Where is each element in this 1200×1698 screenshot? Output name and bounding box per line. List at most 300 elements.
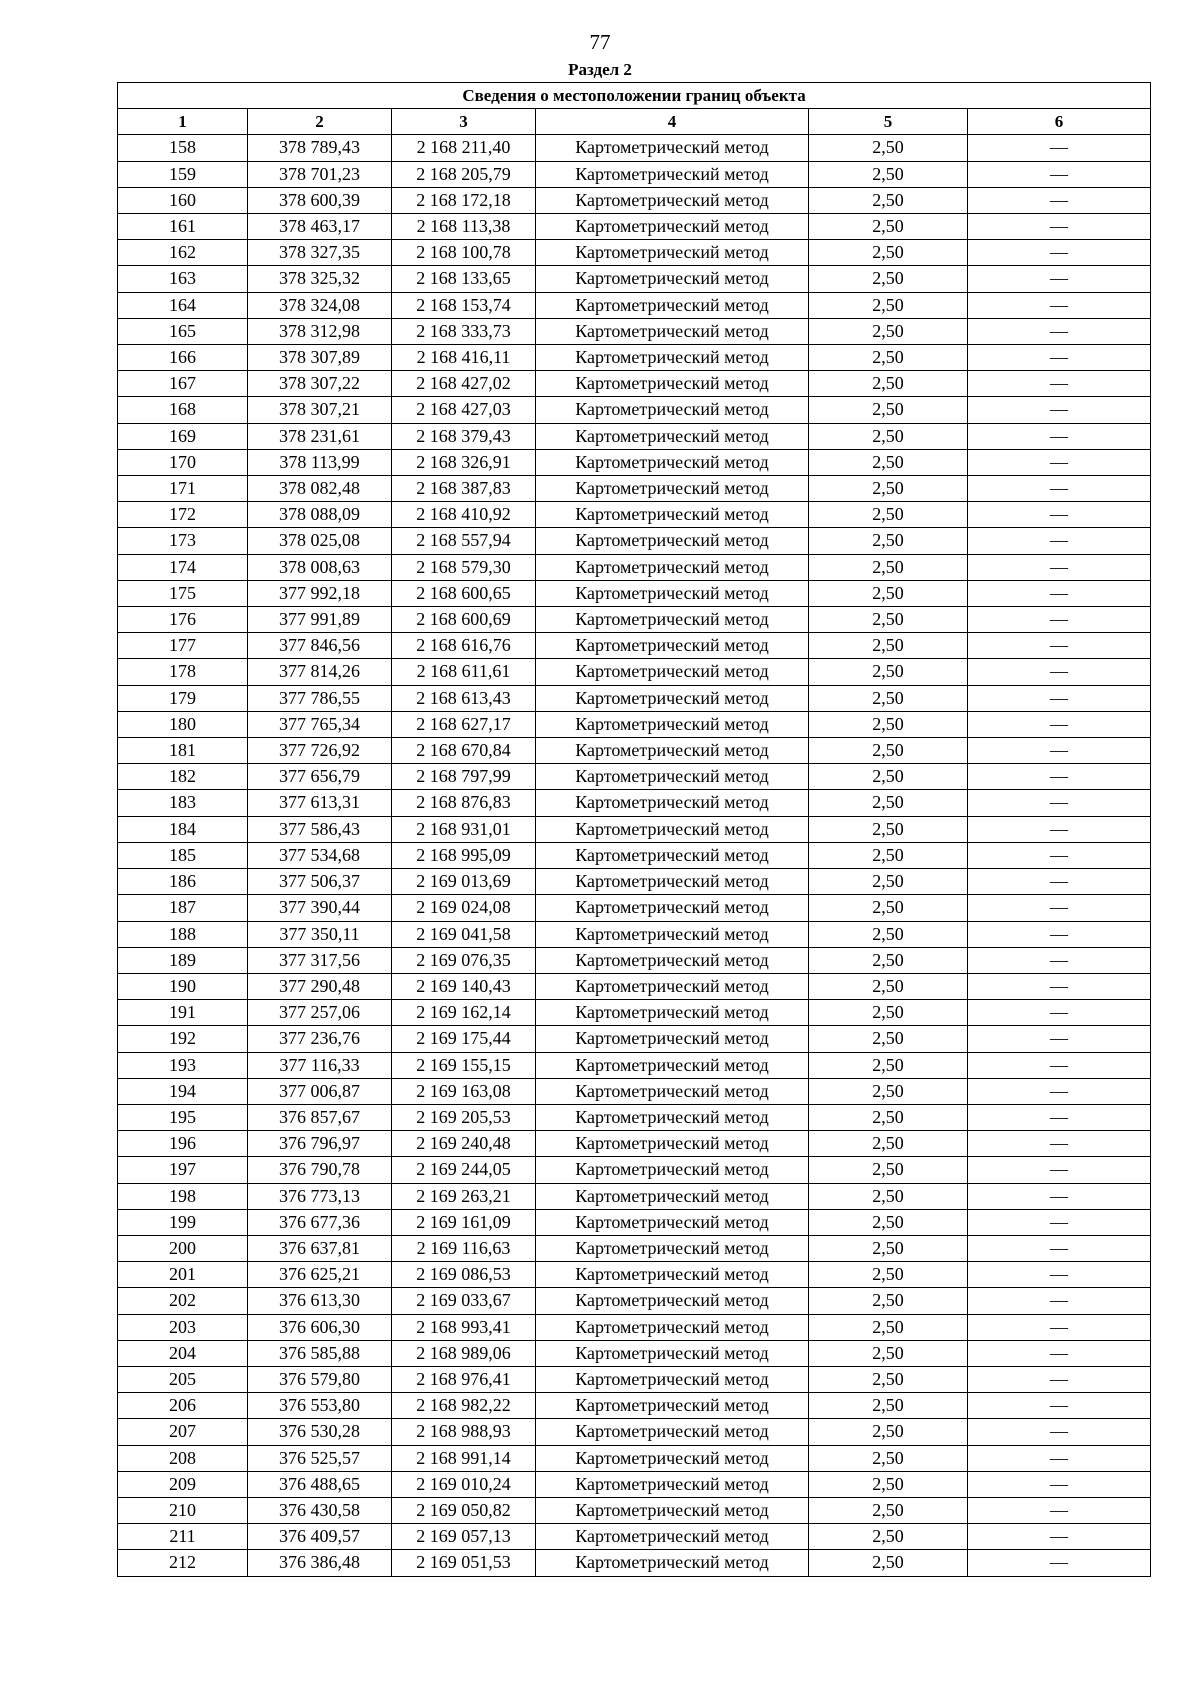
x-coordinate-cell: 377 290,48 <box>248 973 392 999</box>
method-cell: Картометрический метод <box>536 423 809 449</box>
point-number-cell: 179 <box>118 685 248 711</box>
accuracy-cell: 2,50 <box>809 947 968 973</box>
x-coordinate-cell: 378 231,61 <box>248 423 392 449</box>
table-row <box>118 1314 1151 1340</box>
y-coordinate-cell: 2 168 333,73 <box>392 318 536 344</box>
y-coordinate-cell: 2 169 263,21 <box>392 1183 536 1209</box>
table-row <box>118 554 1151 580</box>
description-cell: — <box>968 895 1151 921</box>
description-cell: — <box>968 1445 1151 1471</box>
method-cell: Картометрический метод <box>536 397 809 423</box>
table-row <box>118 842 1151 868</box>
point-number-cell: 201 <box>118 1262 248 1288</box>
method-cell: Картометрический метод <box>536 1183 809 1209</box>
column-number: 5 <box>809 109 968 135</box>
accuracy-cell: 2,50 <box>809 607 968 633</box>
description-cell: — <box>968 580 1151 606</box>
method-cell: Картометрический метод <box>536 973 809 999</box>
table-row <box>118 1000 1151 1026</box>
y-coordinate-cell: 2 168 982,22 <box>392 1393 536 1419</box>
table-row <box>118 1026 1151 1052</box>
table-row <box>118 1524 1151 1550</box>
x-coordinate-cell: 377 846,56 <box>248 633 392 659</box>
x-coordinate-cell: 378 701,23 <box>248 161 392 187</box>
method-cell: Картометрический метод <box>536 1262 809 1288</box>
y-coordinate-cell: 2 168 410,92 <box>392 502 536 528</box>
x-coordinate-cell: 376 409,57 <box>248 1524 392 1550</box>
accuracy-cell: 2,50 <box>809 1131 968 1157</box>
description-cell: — <box>968 711 1151 737</box>
table-row <box>118 947 1151 973</box>
point-number-cell: 199 <box>118 1209 248 1235</box>
point-number-cell: 198 <box>118 1183 248 1209</box>
page-number: 77 <box>589 30 611 54</box>
accuracy-cell: 2,50 <box>809 1052 968 1078</box>
accuracy-cell: 2,50 <box>809 135 968 161</box>
accuracy-cell: 2,50 <box>809 1026 968 1052</box>
method-cell: Картометрический метод <box>536 580 809 606</box>
x-coordinate-cell: 377 991,89 <box>248 607 392 633</box>
column-number: 1 <box>118 109 248 135</box>
table-row <box>118 580 1151 606</box>
table-row <box>118 973 1151 999</box>
accuracy-cell: 2,50 <box>809 1524 968 1550</box>
description-cell: — <box>968 449 1151 475</box>
point-number-cell: 194 <box>118 1078 248 1104</box>
point-number-cell: 172 <box>118 502 248 528</box>
table-row <box>118 1183 1151 1209</box>
y-coordinate-cell: 2 168 995,09 <box>392 842 536 868</box>
point-number-cell: 166 <box>118 345 248 371</box>
accuracy-cell: 2,50 <box>809 528 968 554</box>
point-number-cell: 184 <box>118 816 248 842</box>
x-coordinate-cell: 378 789,43 <box>248 135 392 161</box>
method-cell: Картометрический метод <box>536 1235 809 1261</box>
y-coordinate-cell: 2 169 116,63 <box>392 1235 536 1261</box>
table-row <box>118 1104 1151 1130</box>
description-cell: — <box>968 1000 1151 1026</box>
point-number-cell: 185 <box>118 842 248 868</box>
accuracy-cell: 2,50 <box>809 1157 968 1183</box>
y-coordinate-cell: 2 169 013,69 <box>392 869 536 895</box>
method-cell: Картометрический метод <box>536 318 809 344</box>
point-number-cell: 207 <box>118 1419 248 1445</box>
y-coordinate-cell: 2 169 244,05 <box>392 1157 536 1183</box>
table-row <box>118 869 1151 895</box>
table-row <box>118 1157 1151 1183</box>
description-cell: — <box>968 502 1151 528</box>
table-row <box>118 266 1151 292</box>
description-cell: — <box>968 1262 1151 1288</box>
accuracy-cell: 2,50 <box>809 1235 968 1261</box>
point-number-cell: 206 <box>118 1393 248 1419</box>
accuracy-cell: 2,50 <box>809 1550 968 1576</box>
x-coordinate-cell: 378 008,63 <box>248 554 392 580</box>
table-row <box>118 1393 1151 1419</box>
method-cell: Картометрический метод <box>536 371 809 397</box>
method-cell: Картометрический метод <box>536 240 809 266</box>
x-coordinate-cell: 378 025,08 <box>248 528 392 554</box>
description-cell: — <box>968 554 1151 580</box>
point-number-cell: 173 <box>118 528 248 554</box>
table-row <box>118 187 1151 213</box>
method-cell: Картометрический метод <box>536 921 809 947</box>
method-cell: Картометрический метод <box>536 161 809 187</box>
point-number-cell: 200 <box>118 1235 248 1261</box>
method-cell: Картометрический метод <box>536 187 809 213</box>
method-cell: Картометрический метод <box>536 135 809 161</box>
accuracy-cell: 2,50 <box>809 214 968 240</box>
x-coordinate-cell: 378 312,98 <box>248 318 392 344</box>
description-cell: — <box>968 1209 1151 1235</box>
y-coordinate-cell: 2 169 175,44 <box>392 1026 536 1052</box>
x-coordinate-cell: 376 530,28 <box>248 1419 392 1445</box>
accuracy-cell: 2,50 <box>809 318 968 344</box>
description-cell: — <box>968 423 1151 449</box>
column-number-row <box>118 109 1151 135</box>
x-coordinate-cell: 377 390,44 <box>248 895 392 921</box>
point-number-cell: 204 <box>118 1340 248 1366</box>
method-cell: Картометрический метод <box>536 1497 809 1523</box>
x-coordinate-cell: 378 088,09 <box>248 502 392 528</box>
accuracy-cell: 2,50 <box>809 685 968 711</box>
description-cell: — <box>968 842 1151 868</box>
description-cell: — <box>968 973 1151 999</box>
accuracy-cell: 2,50 <box>809 1104 968 1130</box>
table-row <box>118 764 1151 790</box>
x-coordinate-cell: 377 534,68 <box>248 842 392 868</box>
description-cell: — <box>968 1104 1151 1130</box>
description-cell: — <box>968 528 1151 554</box>
x-coordinate-cell: 378 327,35 <box>248 240 392 266</box>
table-caption: Сведения о местоположении границ объекта <box>118 83 1151 109</box>
y-coordinate-cell: 2 168 153,74 <box>392 292 536 318</box>
accuracy-cell: 2,50 <box>809 633 968 659</box>
accuracy-cell: 2,50 <box>809 1262 968 1288</box>
table-row <box>118 1340 1151 1366</box>
y-coordinate-cell: 2 168 616,76 <box>392 633 536 659</box>
table-row <box>118 1288 1151 1314</box>
table-row <box>118 1052 1151 1078</box>
y-coordinate-cell: 2 168 427,02 <box>392 371 536 397</box>
x-coordinate-cell: 376 625,21 <box>248 1262 392 1288</box>
x-coordinate-cell: 377 350,11 <box>248 921 392 947</box>
x-coordinate-cell: 376 553,80 <box>248 1393 392 1419</box>
x-coordinate-cell: 377 236,76 <box>248 1026 392 1052</box>
accuracy-cell: 2,50 <box>809 1209 968 1235</box>
method-cell: Картометрический метод <box>536 1419 809 1445</box>
boundary-coordinates-table <box>117 82 1151 1577</box>
description-cell: — <box>968 1052 1151 1078</box>
y-coordinate-cell: 2 168 100,78 <box>392 240 536 266</box>
table-row <box>118 685 1151 711</box>
x-coordinate-cell: 377 786,55 <box>248 685 392 711</box>
accuracy-cell: 2,50 <box>809 816 968 842</box>
column-number: 4 <box>536 109 809 135</box>
accuracy-cell: 2,50 <box>809 1314 968 1340</box>
method-cell: Картометрический метод <box>536 214 809 240</box>
y-coordinate-cell: 2 169 140,43 <box>392 973 536 999</box>
method-cell: Картометрический метод <box>536 1288 809 1314</box>
accuracy-cell: 2,50 <box>809 292 968 318</box>
point-number-cell: 197 <box>118 1157 248 1183</box>
accuracy-cell: 2,50 <box>809 842 968 868</box>
x-coordinate-cell: 376 773,13 <box>248 1183 392 1209</box>
table-row <box>118 1078 1151 1104</box>
x-coordinate-cell: 376 606,30 <box>248 1314 392 1340</box>
description-cell: — <box>968 1340 1151 1366</box>
method-cell: Картометрический метод <box>536 1445 809 1471</box>
description-cell: — <box>968 1314 1151 1340</box>
table-row <box>118 738 1151 764</box>
description-cell: — <box>968 1393 1151 1419</box>
x-coordinate-cell: 377 992,18 <box>248 580 392 606</box>
y-coordinate-cell: 2 168 670,84 <box>392 738 536 764</box>
table-row <box>118 790 1151 816</box>
table-row <box>118 1131 1151 1157</box>
description-cell: — <box>968 187 1151 213</box>
point-number-cell: 190 <box>118 973 248 999</box>
method-cell: Картометрический метод <box>536 738 809 764</box>
accuracy-cell: 2,50 <box>809 1445 968 1471</box>
section-title: Раздел 2 <box>568 60 632 79</box>
method-cell: Картометрический метод <box>536 842 809 868</box>
description-cell: — <box>968 292 1151 318</box>
description-cell: — <box>968 397 1151 423</box>
accuracy-cell: 2,50 <box>809 240 968 266</box>
method-cell: Картометрический метод <box>536 1052 809 1078</box>
description-cell: — <box>968 947 1151 973</box>
method-cell: Картометрический метод <box>536 869 809 895</box>
accuracy-cell: 2,50 <box>809 790 968 816</box>
x-coordinate-cell: 376 430,58 <box>248 1497 392 1523</box>
y-coordinate-cell: 2 169 240,48 <box>392 1131 536 1157</box>
table-row <box>118 921 1151 947</box>
method-cell: Картометрический метод <box>536 345 809 371</box>
y-coordinate-cell: 2 168 113,38 <box>392 214 536 240</box>
description-cell: — <box>968 371 1151 397</box>
method-cell: Картометрический метод <box>536 1157 809 1183</box>
accuracy-cell: 2,50 <box>809 1000 968 1026</box>
column-number: 2 <box>248 109 392 135</box>
accuracy-cell: 2,50 <box>809 1497 968 1523</box>
point-number-cell: 212 <box>118 1550 248 1576</box>
point-number-cell: 211 <box>118 1524 248 1550</box>
y-coordinate-cell: 2 168 379,43 <box>392 423 536 449</box>
point-number-cell: 208 <box>118 1445 248 1471</box>
point-number-cell: 182 <box>118 764 248 790</box>
point-number-cell: 189 <box>118 947 248 973</box>
description-cell: — <box>968 1524 1151 1550</box>
x-coordinate-cell: 377 116,33 <box>248 1052 392 1078</box>
y-coordinate-cell: 2 168 993,41 <box>392 1314 536 1340</box>
table-row <box>118 423 1151 449</box>
table-row <box>118 659 1151 685</box>
method-cell: Картометрический метод <box>536 711 809 737</box>
table-row <box>118 397 1151 423</box>
y-coordinate-cell: 2 168 416,11 <box>392 345 536 371</box>
accuracy-cell: 2,50 <box>809 266 968 292</box>
description-cell: — <box>968 1026 1151 1052</box>
table-body <box>118 135 1151 1576</box>
point-number-cell: 165 <box>118 318 248 344</box>
method-cell: Картометрический метод <box>536 947 809 973</box>
y-coordinate-cell: 2 169 057,13 <box>392 1524 536 1550</box>
method-cell: Картометрический метод <box>536 1340 809 1366</box>
x-coordinate-cell: 378 463,17 <box>248 214 392 240</box>
method-cell: Картометрический метод <box>536 659 809 685</box>
point-number-cell: 174 <box>118 554 248 580</box>
method-cell: Картометрический метод <box>536 1524 809 1550</box>
method-cell: Картометрический метод <box>536 266 809 292</box>
point-number-cell: 186 <box>118 869 248 895</box>
y-coordinate-cell: 2 169 033,67 <box>392 1288 536 1314</box>
y-coordinate-cell: 2 168 611,61 <box>392 659 536 685</box>
description-cell: — <box>968 816 1151 842</box>
x-coordinate-cell: 376 613,30 <box>248 1288 392 1314</box>
x-coordinate-cell: 377 656,79 <box>248 764 392 790</box>
method-cell: Картометрический метод <box>536 895 809 921</box>
method-cell: Картометрический метод <box>536 1471 809 1497</box>
method-cell: Картометрический метод <box>536 685 809 711</box>
column-number: 3 <box>392 109 536 135</box>
description-cell: — <box>968 1131 1151 1157</box>
point-number-cell: 177 <box>118 633 248 659</box>
method-cell: Картометрический метод <box>536 554 809 580</box>
method-cell: Картометрический метод <box>536 633 809 659</box>
accuracy-cell: 2,50 <box>809 764 968 790</box>
accuracy-cell: 2,50 <box>809 1419 968 1445</box>
description-cell: — <box>968 1235 1151 1261</box>
point-number-cell: 183 <box>118 790 248 816</box>
x-coordinate-cell: 377 726,92 <box>248 738 392 764</box>
y-coordinate-cell: 2 169 162,14 <box>392 1000 536 1026</box>
x-coordinate-cell: 377 613,31 <box>248 790 392 816</box>
accuracy-cell: 2,50 <box>809 1078 968 1104</box>
table-row <box>118 240 1151 266</box>
description-cell: — <box>968 266 1151 292</box>
x-coordinate-cell: 378 307,21 <box>248 397 392 423</box>
method-cell: Картометрический метод <box>536 764 809 790</box>
accuracy-cell: 2,50 <box>809 1288 968 1314</box>
x-coordinate-cell: 376 637,81 <box>248 1235 392 1261</box>
x-coordinate-cell: 378 307,22 <box>248 371 392 397</box>
point-number-cell: 181 <box>118 738 248 764</box>
point-number-cell: 176 <box>118 607 248 633</box>
table-row <box>118 528 1151 554</box>
x-coordinate-cell: 376 857,67 <box>248 1104 392 1130</box>
table-row <box>118 345 1151 371</box>
table-row <box>118 502 1151 528</box>
point-number-cell: 178 <box>118 659 248 685</box>
accuracy-cell: 2,50 <box>809 449 968 475</box>
point-number-cell: 161 <box>118 214 248 240</box>
x-coordinate-cell: 378 082,48 <box>248 476 392 502</box>
point-number-cell: 162 <box>118 240 248 266</box>
method-cell: Картометрический метод <box>536 528 809 554</box>
description-cell: — <box>968 685 1151 711</box>
description-cell: — <box>968 1157 1151 1183</box>
point-number-cell: 180 <box>118 711 248 737</box>
point-number-cell: 164 <box>118 292 248 318</box>
point-number-cell: 202 <box>118 1288 248 1314</box>
accuracy-cell: 2,50 <box>809 580 968 606</box>
accuracy-cell: 2,50 <box>809 1393 968 1419</box>
accuracy-cell: 2,50 <box>809 1183 968 1209</box>
description-cell: — <box>968 135 1151 161</box>
y-coordinate-cell: 2 168 133,65 <box>392 266 536 292</box>
table-row <box>118 1445 1151 1471</box>
y-coordinate-cell: 2 168 989,06 <box>392 1340 536 1366</box>
y-coordinate-cell: 2 169 041,58 <box>392 921 536 947</box>
y-coordinate-cell: 2 169 155,15 <box>392 1052 536 1078</box>
x-coordinate-cell: 377 317,56 <box>248 947 392 973</box>
y-coordinate-cell: 2 169 161,09 <box>392 1209 536 1235</box>
y-coordinate-cell: 2 169 086,53 <box>392 1262 536 1288</box>
x-coordinate-cell: 377 006,87 <box>248 1078 392 1104</box>
accuracy-cell: 2,50 <box>809 659 968 685</box>
description-cell: — <box>968 1183 1151 1209</box>
table-row <box>118 292 1151 318</box>
point-number-cell: 193 <box>118 1052 248 1078</box>
method-cell: Картометрический метод <box>536 476 809 502</box>
description-cell: — <box>968 240 1151 266</box>
table-row <box>118 1262 1151 1288</box>
table-caption-row <box>118 83 1151 109</box>
description-cell: — <box>968 1078 1151 1104</box>
table-row <box>118 895 1151 921</box>
x-coordinate-cell: 376 796,97 <box>248 1131 392 1157</box>
accuracy-cell: 2,50 <box>809 973 968 999</box>
x-coordinate-cell: 378 600,39 <box>248 187 392 213</box>
y-coordinate-cell: 2 169 050,82 <box>392 1497 536 1523</box>
y-coordinate-cell: 2 169 010,24 <box>392 1471 536 1497</box>
accuracy-cell: 2,50 <box>809 161 968 187</box>
point-number-cell: 209 <box>118 1471 248 1497</box>
y-coordinate-cell: 2 168 557,94 <box>392 528 536 554</box>
y-coordinate-cell: 2 168 976,41 <box>392 1366 536 1392</box>
description-cell: — <box>968 345 1151 371</box>
method-cell: Картометрический метод <box>536 1550 809 1576</box>
y-coordinate-cell: 2 168 988,93 <box>392 1419 536 1445</box>
accuracy-cell: 2,50 <box>809 476 968 502</box>
description-cell: — <box>968 1288 1151 1314</box>
table-row <box>118 1209 1151 1235</box>
table-row <box>118 607 1151 633</box>
method-cell: Картометрический метод <box>536 292 809 318</box>
description-cell: — <box>968 869 1151 895</box>
y-coordinate-cell: 2 169 076,35 <box>392 947 536 973</box>
description-cell: — <box>968 1419 1151 1445</box>
point-number-cell: 196 <box>118 1131 248 1157</box>
y-coordinate-cell: 2 168 613,43 <box>392 685 536 711</box>
accuracy-cell: 2,50 <box>809 397 968 423</box>
description-cell: — <box>968 1550 1151 1576</box>
point-number-cell: 210 <box>118 1497 248 1523</box>
point-number-cell: 159 <box>118 161 248 187</box>
point-number-cell: 171 <box>118 476 248 502</box>
y-coordinate-cell: 2 168 797,99 <box>392 764 536 790</box>
y-coordinate-cell: 2 169 163,08 <box>392 1078 536 1104</box>
accuracy-cell: 2,50 <box>809 1366 968 1392</box>
table-row <box>118 135 1151 161</box>
point-number-cell: 192 <box>118 1026 248 1052</box>
point-number-cell: 205 <box>118 1366 248 1392</box>
x-coordinate-cell: 377 257,06 <box>248 1000 392 1026</box>
x-coordinate-cell: 378 113,99 <box>248 449 392 475</box>
x-coordinate-cell: 376 790,78 <box>248 1157 392 1183</box>
description-cell: — <box>968 476 1151 502</box>
